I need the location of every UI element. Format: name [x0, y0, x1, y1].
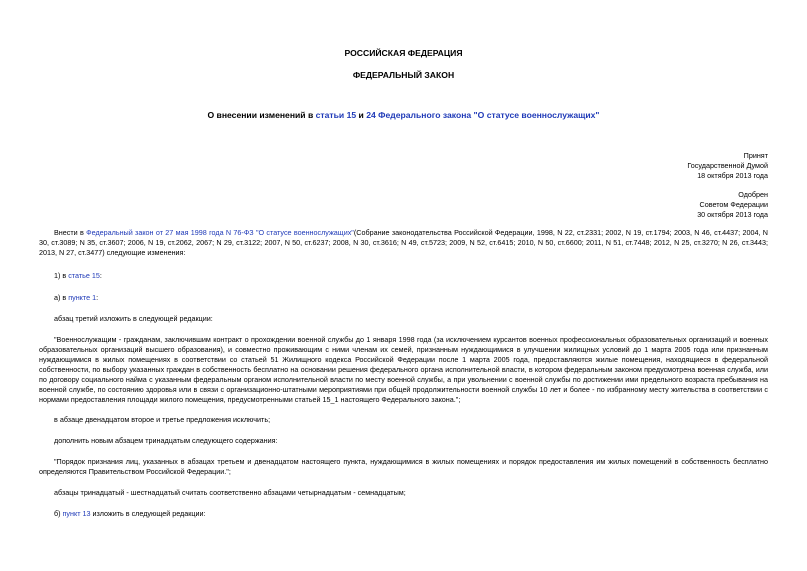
item-a-link[interactable]: пункте 1	[68, 293, 97, 302]
item-a	[39, 293, 768, 303]
intro-law-link[interactable]: Федеральный закон от 27 мая 1998 года N 76-ФЗ "О статусе военнослужащих"	[86, 228, 354, 237]
item-1-link[interactable]: статье 15	[68, 271, 100, 280]
intro-paragraph	[39, 228, 768, 258]
country-heading: РОССИЙСКАЯ ФЕДЕРАЦИЯ	[344, 48, 463, 58]
paragraph-add: дополнить новым абзацем тринадцатым следующего содержания:	[54, 436, 278, 445]
law-title	[0, 110, 807, 120]
item-b-link[interactable]: пункт 13	[62, 509, 91, 518]
item-b-prefix: б)	[54, 509, 63, 518]
paragraph-twelfth: в абзаце двенадцатом второе и третье предложения исключить;	[54, 415, 271, 424]
item-1-suffix: :	[99, 271, 102, 280]
adopted-block	[687, 151, 768, 181]
document-type-heading: ФЕДЕРАЛЬНЫЙ ЗАКОН	[352, 70, 455, 80]
paragraph-third: абзац третий изложить в следующей редакции:	[54, 314, 213, 323]
item-b-suffix: изложить в следующей редакции:	[90, 509, 206, 518]
item-1-prefix: 1) в	[54, 271, 69, 280]
quote-paragraph-2: "Порядок признания лиц, указанных в абзацах третьем и двенадцатом настоящего пункта, нуждающимися в жилых помещениях и порядок предоставления им жилых помещений в собственность бесплатно определяются Правительством Российской Федерации.";	[39, 457, 768, 476]
adopted-body: Государственной Думой	[687, 161, 768, 170]
item-a-suffix: :	[96, 293, 99, 302]
intro-prefix: Внести в	[54, 228, 87, 237]
title-mid: и	[356, 110, 367, 120]
title-prefix: О внесении изменений в	[207, 110, 316, 120]
intro-rest: (Собрание законодательства Российской Федерации, 1998, N 22, ст.2331; 2002, N 19, ст.1794; 2003, N 46, ст.4437; 2004, N 30, ст.3089; N 35, ст.3607; 2006, N 19, ст.2062, 2067; N 29, ст.3122; 2007, N 50, ст.6237; 2008, N 30, ст.3616; N 49, ст.5723; 2009, N 52, ст.6415; 2010, N 50, ст.6600; 2011, N 51, ст.7448; 2012, N 25, ст.3270; N 26, ст.3443; 2013, N 27, ст.3477) следующие изменения:	[39, 228, 768, 257]
adopted-date: 18 октября 2013 года	[697, 171, 768, 180]
approved-date: 30 октября 2013 года	[697, 210, 768, 219]
item-b	[39, 509, 768, 519]
paragraph-renumber: абзацы тринадцатый - шестнадцатый считать соответственно абзацами четырнадцатым - семнадцатым;	[54, 488, 406, 497]
adopted-line: Принят	[743, 151, 768, 160]
title-link-article-15[interactable]: статьи 15	[315, 110, 357, 120]
approved-body: Советом Федерации	[699, 200, 768, 209]
approved-block	[697, 190, 768, 220]
approved-line: Одобрен	[738, 190, 768, 199]
item-a-prefix: а) в	[54, 293, 69, 302]
title-link-article-24[interactable]: 24 Федерального закона "О статусе военнослужащих"	[366, 110, 600, 120]
item-1	[39, 271, 768, 281]
quote-paragraph-1: "Военнослужащим - гражданам, заключившим контракт о прохождении военной службы до 1 января 1998 года (за исключением курсантов военных профессиональных образовательных организаций и военных образовательных организаций высшего образования), и совместно проживающим с ними членам их семей, признанным нуждающимися в улучшении жилищных условий до 1 марта 2005 года или признанным нуждающимися в жилых помещениях в соответствии со статьей 51 Жилищного кодекса Российской Федерации после 1 марта 2005 года, предоставляются жилые помещения, находящиеся в федеральной собственности, по выбору указанных граждан в собственность бесплатно на основании решения федерального органа исполнительной власти, в котором федеральным законом предусмотрена военная служба, или по договору социального найма с указанным федеральным органом исполнительной власти по месту военной службы, а при увольнении с военной службы по достижении ими предельного возраста пребывания на военной службе, по состоянию здоровья или в связи с организационно-штатными мероприятиями при общей продолжительности военной службы 10 лет и более - по избранному месту жительства в соответствии с нормами предоставления площади жилого помещения, предусмотренными статьей 15_1 настоящего Федерального закона.";	[39, 335, 768, 404]
